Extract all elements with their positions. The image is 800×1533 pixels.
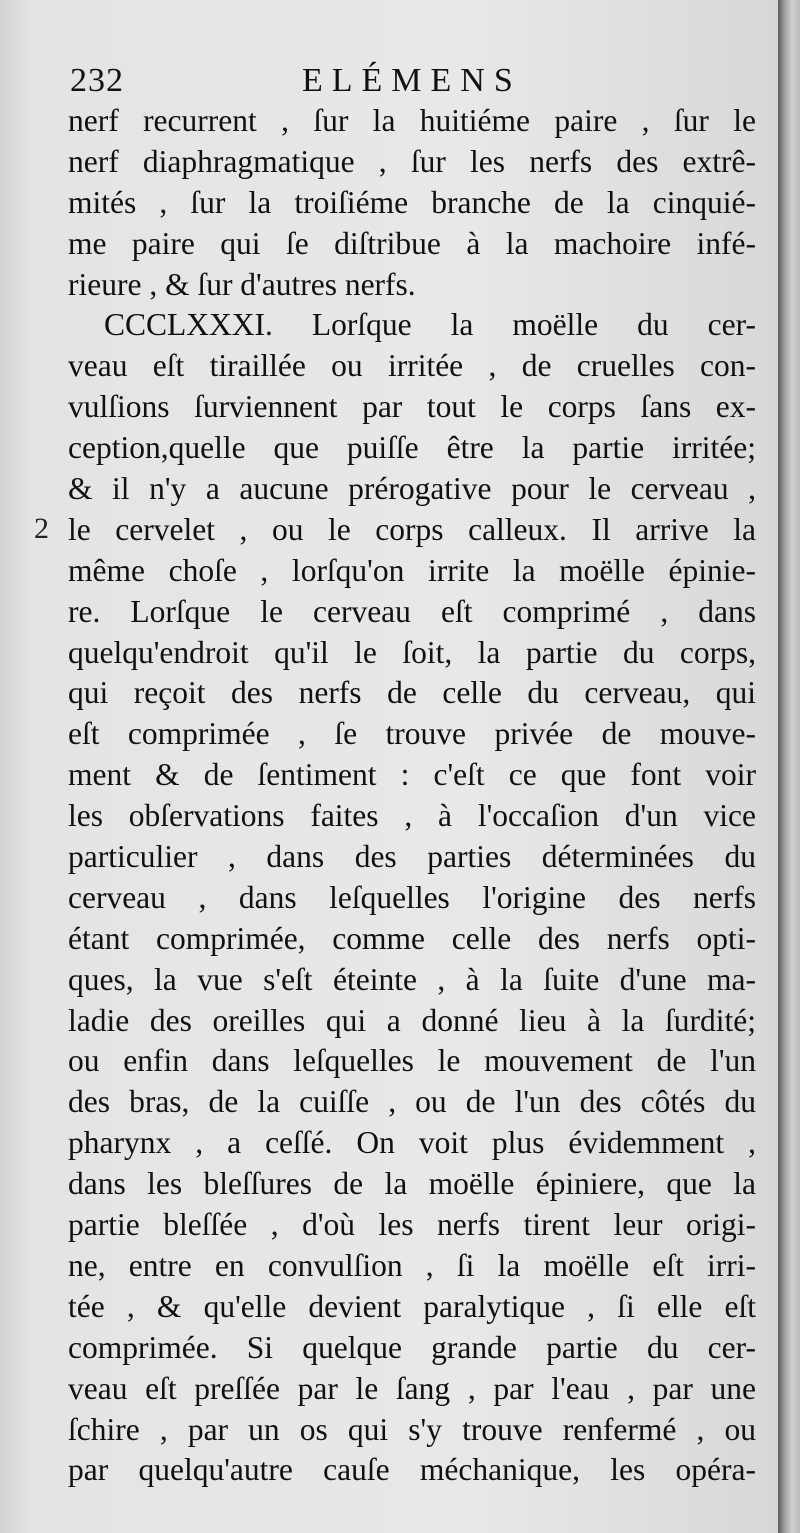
page-header (70, 62, 750, 102)
text-line: cerveau , dans leſquelles l'origine des nerfs (68, 879, 756, 915)
text-line: même choſe , lorſqu'on irrite la moëlle épinie- (68, 552, 756, 588)
text-line: pharynx , a ceſſé. On voit plus évidemment , (68, 1125, 756, 1161)
text-line: des bras, de la cuiſſe , ou de l'un des côtés du (68, 1084, 756, 1120)
page-number: 232 (70, 62, 124, 99)
text-line: me paire qui ſe diſtribue à la machoire infé- (68, 225, 756, 261)
text-line: re. Lorſque le cerveau eſt comprimé , dans (68, 593, 756, 629)
text-line: ſchire , par un os qui s'y trouve renfermé , ou (68, 1411, 756, 1447)
text-line: vulſions ſurviennent par tout le corps ſans ex- (68, 389, 756, 425)
text-line: rieure , & ſur d'autres nerfs. (68, 266, 416, 302)
text-line: ou enfin dans leſquelles le mouvement de l'un (68, 1043, 756, 1079)
text-line: le cervelet , ou le corps calleux. Il arrive la (68, 511, 756, 547)
text-line: par quelqu'autre cauſe méchanique, les opéra- (68, 1452, 756, 1488)
text-line: tée , & qu'elle devient paralytique , ſi elle eſt (68, 1288, 756, 1324)
text-line: comprimée. Si quelque grande partie du cer- (68, 1329, 756, 1365)
text-line: ques, la vue s'eſt éteinte , à la ſuite d'une ma- (68, 961, 756, 997)
text-line: dans les bleſſures de la moëlle épiniere, que la (68, 1166, 756, 1202)
text-line: eſt comprimée , ſe trouve privée de mouve- (68, 716, 756, 752)
text-line: ment & de ſentiment : c'eſt ce que font voir (68, 757, 756, 793)
text-line: ne, entre en convulſion , ſi la moëlle eſt irri- (68, 1247, 756, 1283)
text-line: nerf diaphragmatique , ſur les nerfs des extrê- (68, 143, 756, 179)
text-line: veau eſt preſſée par le ſang , par l'eau , par une (68, 1370, 756, 1406)
text-line: quelqu'endroit qu'il le ſoit, la partie du corps, (68, 634, 756, 670)
text-line: particulier , dans des parties déterminées du (68, 839, 756, 875)
text-line: veau eſt tiraillée ou irritée , de cruelles con- (68, 348, 756, 384)
text-line: & il n'y a aucune prérogative pour le cerveau , (68, 471, 756, 507)
text-line: nerf recurrent , ſur la huitiéme paire , ſur le (68, 103, 756, 138)
body-text (68, 101, 756, 1491)
text-line: ladie des oreilles qui a donné lieu à la ſurdité; (68, 1002, 756, 1038)
running-title: ELÉMENS (302, 62, 522, 99)
text-line: ception,quelle que puiſſe être la partie irritée; (68, 430, 756, 466)
text-line: étant comprimée, comme celle des nerfs opti- (68, 920, 756, 956)
section-heading-line: CCCLXXXI. Lorſque la moëlle du cer- (104, 307, 756, 343)
margin-mark: 2 (34, 512, 49, 545)
text-line: partie bleſſée , d'où les nerfs tirent leur origi- (68, 1207, 756, 1243)
book-spine-edge (778, 0, 800, 1533)
text-line: qui reçoit des nerfs de celle du cerveau, qui (68, 675, 756, 711)
text-line: les obſervations faites , à l'occaſion d'un vice (68, 798, 756, 834)
text-line: mités , ſur la troiſiéme branche de la cinquié- (68, 184, 756, 220)
